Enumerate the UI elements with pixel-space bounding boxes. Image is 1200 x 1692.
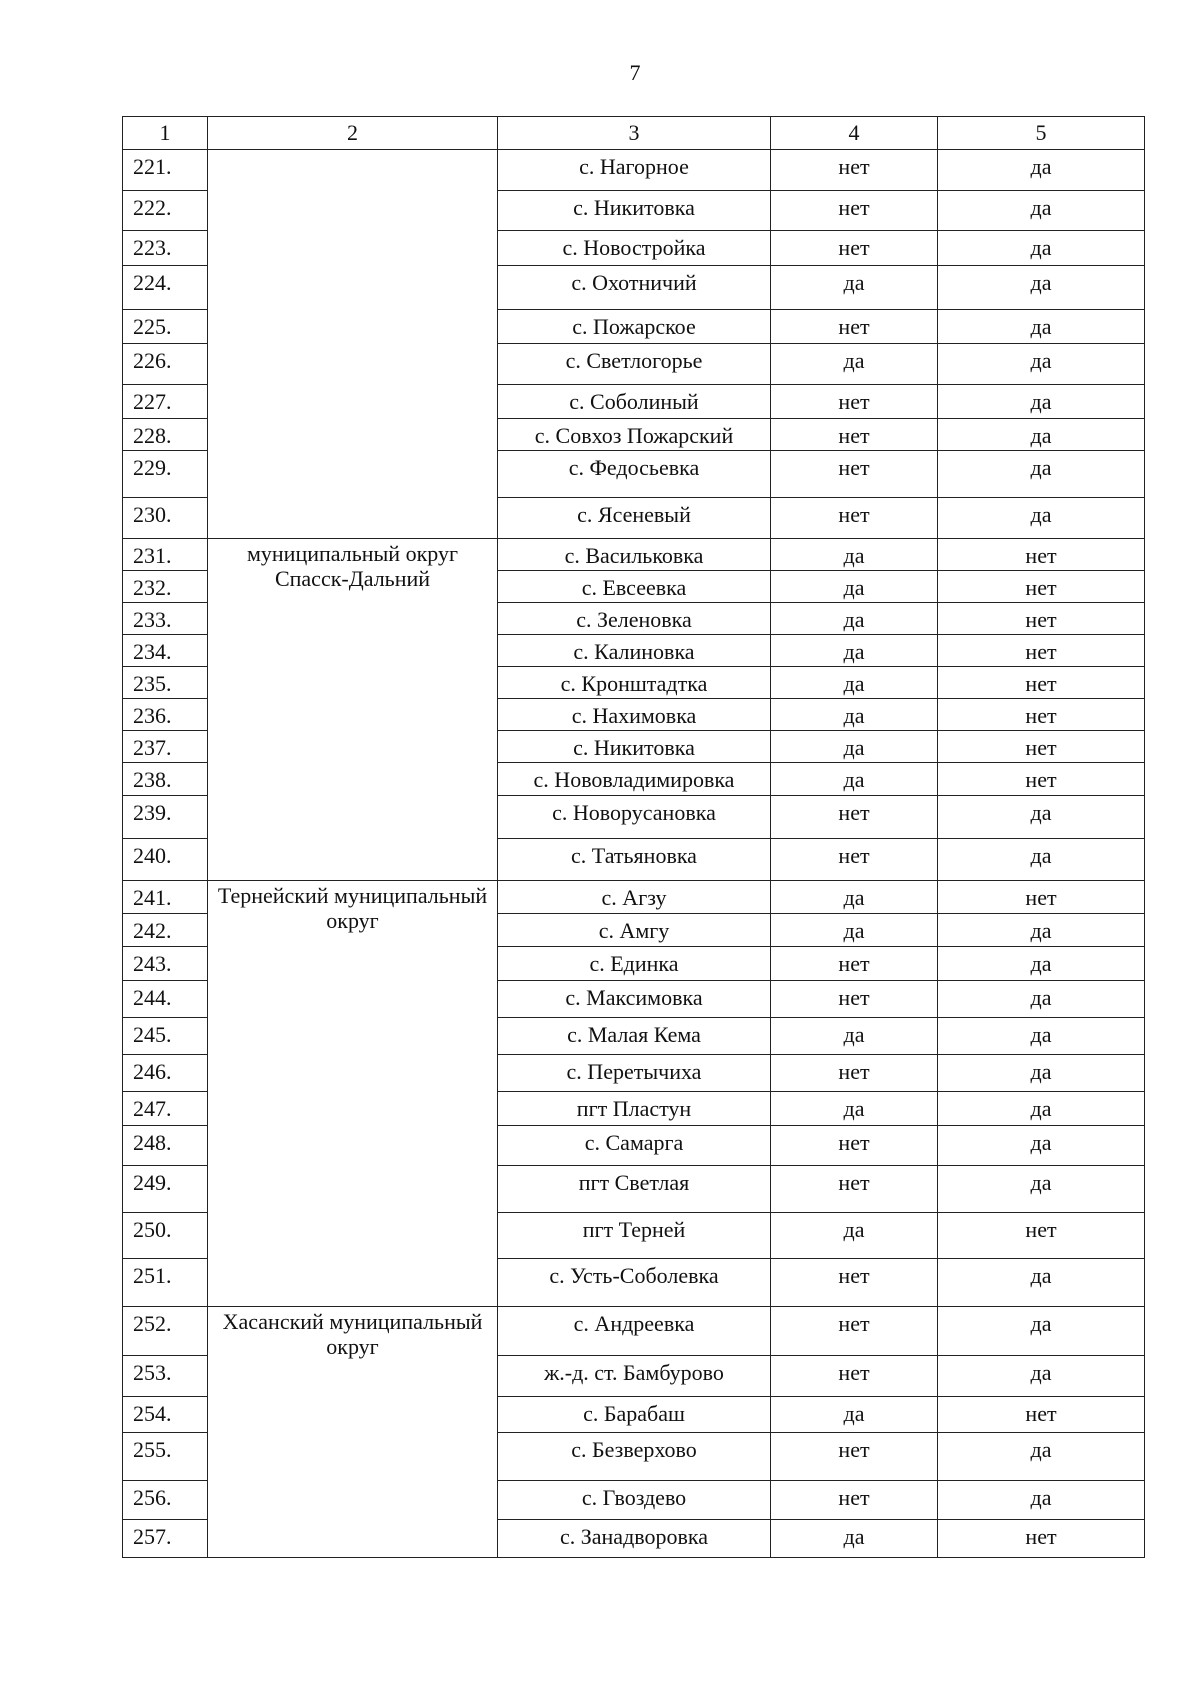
row-number: 236.: [123, 699, 208, 731]
row-number: 228.: [123, 419, 208, 451]
col4-value: нет: [771, 150, 938, 191]
row-number: 225.: [123, 310, 208, 344]
row-number: 244.: [123, 981, 208, 1018]
settlement-name: с. Охотничий: [498, 266, 771, 310]
col4-value: да: [771, 539, 938, 571]
settlement-name: пгт Терней: [498, 1213, 771, 1259]
col5-value: нет: [938, 667, 1145, 699]
row-number: 240.: [123, 839, 208, 881]
col4-value: нет: [771, 191, 938, 231]
header-cell: 1: [123, 117, 208, 150]
settlement-name: с. Малая Кема: [498, 1018, 771, 1055]
settlement-name: с. Соболиный: [498, 385, 771, 419]
col4-value: да: [771, 344, 938, 385]
row-number: 247.: [123, 1092, 208, 1126]
row-number: 251.: [123, 1259, 208, 1307]
col5-value: да: [938, 1018, 1145, 1055]
row-number: 234.: [123, 635, 208, 667]
settlement-name: ж.-д. ст. Бамбурово: [498, 1356, 771, 1397]
col4-value: нет: [771, 498, 938, 539]
row-number: 221.: [123, 150, 208, 191]
settlement-name: с. Нововладимировка: [498, 763, 771, 796]
col5-value: да: [938, 310, 1145, 344]
settlement-name: с. Барабаш: [498, 1397, 771, 1433]
settlement-name: с. Новорусановка: [498, 796, 771, 839]
col5-value: да: [938, 344, 1145, 385]
col5-value: да: [938, 191, 1145, 231]
settlement-name: с. Андреевка: [498, 1307, 771, 1356]
col5-value: нет: [938, 731, 1145, 763]
col4-value: нет: [771, 1481, 938, 1520]
settlement-name: с. Единка: [498, 947, 771, 981]
col4-value: нет: [771, 796, 938, 839]
col5-value: нет: [938, 1520, 1145, 1558]
page-number: 7: [629, 60, 641, 85]
col5-value: да: [938, 1481, 1145, 1520]
row-number: 245.: [123, 1018, 208, 1055]
col4-value: да: [771, 603, 938, 635]
col5-value: да: [938, 266, 1145, 310]
settlement-name: с. Евсеевка: [498, 571, 771, 603]
row-number: 255.: [123, 1433, 208, 1481]
row-number: 226.: [123, 344, 208, 385]
col5-value: да: [938, 385, 1145, 419]
header-cell: 3: [498, 117, 771, 150]
col5-value: нет: [938, 881, 1145, 914]
col5-value: да: [938, 839, 1145, 881]
header-cell: 2: [208, 117, 498, 150]
settlement-name: с. Калиновка: [498, 635, 771, 667]
col4-value: нет: [771, 1307, 938, 1356]
row-number: 222.: [123, 191, 208, 231]
col4-value: нет: [771, 419, 938, 451]
col4-value: да: [771, 1213, 938, 1259]
col4-value: да: [771, 763, 938, 796]
col5-value: нет: [938, 603, 1145, 635]
col5-value: да: [938, 1307, 1145, 1356]
row-number: 241.: [123, 881, 208, 914]
row-number: 246.: [123, 1055, 208, 1092]
settlements-table: [122, 116, 1145, 1558]
col4-value: нет: [771, 385, 938, 419]
district-name: Хасанский муниципальный округ: [208, 1307, 498, 1558]
row-number: 238.: [123, 763, 208, 796]
col5-value: да: [938, 947, 1145, 981]
col4-value: да: [771, 1018, 938, 1055]
table-row: [123, 150, 1145, 191]
header-row: [123, 117, 1145, 150]
settlement-name: с. Безверхово: [498, 1433, 771, 1481]
col5-value: да: [938, 419, 1145, 451]
col4-value: нет: [771, 1433, 938, 1481]
settlement-name: пгт Пластун: [498, 1092, 771, 1126]
col5-value: да: [938, 498, 1145, 539]
col4-value: да: [771, 635, 938, 667]
settlement-name: с. Агзу: [498, 881, 771, 914]
col4-value: да: [771, 1397, 938, 1433]
col5-value: да: [938, 1092, 1145, 1126]
row-number: 230.: [123, 498, 208, 539]
row-number: 248.: [123, 1126, 208, 1166]
settlement-name: с. Усть-Соболевка: [498, 1259, 771, 1307]
settlement-name: с. Занадворовка: [498, 1520, 771, 1558]
col4-value: нет: [771, 1259, 938, 1307]
col4-value: да: [771, 881, 938, 914]
col4-value: да: [771, 667, 938, 699]
col5-value: да: [938, 1126, 1145, 1166]
table-row: [123, 881, 1145, 914]
row-number: 253.: [123, 1356, 208, 1397]
row-number: 231.: [123, 539, 208, 571]
col5-value: нет: [938, 699, 1145, 731]
settlement-name: с. Амгу: [498, 914, 771, 947]
settlement-name: с. Перетычиха: [498, 1055, 771, 1092]
header-cell: 4: [771, 117, 938, 150]
col4-value: нет: [771, 947, 938, 981]
row-number: 257.: [123, 1520, 208, 1558]
col5-value: да: [938, 1055, 1145, 1092]
col5-value: да: [938, 231, 1145, 266]
col4-value: да: [771, 1092, 938, 1126]
row-number: 232.: [123, 571, 208, 603]
settlement-name: с. Новостройка: [498, 231, 771, 266]
row-number: 229.: [123, 451, 208, 498]
row-number: 237.: [123, 731, 208, 763]
settlement-name: с. Федосьевка: [498, 451, 771, 498]
settlement-name: с. Нахимовка: [498, 699, 771, 731]
settlement-name: с. Светлогорье: [498, 344, 771, 385]
row-number: 250.: [123, 1213, 208, 1259]
settlement-name: с. Зеленовка: [498, 603, 771, 635]
col5-value: да: [938, 1433, 1145, 1481]
col4-value: да: [771, 914, 938, 947]
col5-value: нет: [938, 635, 1145, 667]
settlement-name: пгт Светлая: [498, 1166, 771, 1213]
settlement-name: с. Васильковка: [498, 539, 771, 571]
settlement-name: с. Гвоздево: [498, 1481, 771, 1520]
settlement-name: с. Ясеневый: [498, 498, 771, 539]
col4-value: да: [771, 1520, 938, 1558]
settlement-name: с. Кронштадтка: [498, 667, 771, 699]
col5-value: да: [938, 914, 1145, 947]
settlement-name: с. Самарга: [498, 1126, 771, 1166]
col5-value: да: [938, 1259, 1145, 1307]
col4-value: нет: [771, 1356, 938, 1397]
row-number: 249.: [123, 1166, 208, 1213]
row-number: 233.: [123, 603, 208, 635]
district-name: муниципальный округ Спасск-Дальний: [208, 539, 498, 881]
col5-value: да: [938, 1166, 1145, 1213]
col4-value: нет: [771, 1055, 938, 1092]
col5-value: да: [938, 981, 1145, 1018]
col4-value: нет: [771, 981, 938, 1018]
row-number: 224.: [123, 266, 208, 310]
col5-value: нет: [938, 1397, 1145, 1433]
settlement-name: с. Максимовка: [498, 981, 771, 1018]
row-number: 242.: [123, 914, 208, 947]
col4-value: да: [771, 699, 938, 731]
row-number: 243.: [123, 947, 208, 981]
district-name: Тернейский муниципальный округ: [208, 881, 498, 1307]
district-name: [208, 150, 498, 539]
col4-value: нет: [771, 310, 938, 344]
row-number: 256.: [123, 1481, 208, 1520]
col5-value: нет: [938, 539, 1145, 571]
col5-value: нет: [938, 1213, 1145, 1259]
settlement-name: с. Никитовка: [498, 191, 771, 231]
settlement-name: с. Никитовка: [498, 731, 771, 763]
row-number: 252.: [123, 1307, 208, 1356]
row-number: 239.: [123, 796, 208, 839]
row-number: 254.: [123, 1397, 208, 1433]
col4-value: нет: [771, 839, 938, 881]
settlement-name: с. Совхоз Пожарский: [498, 419, 771, 451]
col5-value: да: [938, 451, 1145, 498]
row-number: 227.: [123, 385, 208, 419]
col4-value: нет: [771, 1166, 938, 1213]
settlement-name: с. Пожарское: [498, 310, 771, 344]
header-cell: 5: [938, 117, 1145, 150]
table-row: [123, 539, 1145, 571]
col4-value: да: [771, 266, 938, 310]
col4-value: нет: [771, 231, 938, 266]
settlement-name: с. Татьяновка: [498, 839, 771, 881]
col4-value: да: [771, 571, 938, 603]
table-row: [123, 1307, 1145, 1356]
col5-value: нет: [938, 763, 1145, 796]
col4-value: нет: [771, 1126, 938, 1166]
col5-value: да: [938, 796, 1145, 839]
col4-value: нет: [771, 451, 938, 498]
settlement-name: с. Нагорное: [498, 150, 771, 191]
col5-value: да: [938, 1356, 1145, 1397]
col5-value: нет: [938, 571, 1145, 603]
row-number: 223.: [123, 231, 208, 266]
col4-value: да: [771, 731, 938, 763]
col5-value: да: [938, 150, 1145, 191]
row-number: 235.: [123, 667, 208, 699]
